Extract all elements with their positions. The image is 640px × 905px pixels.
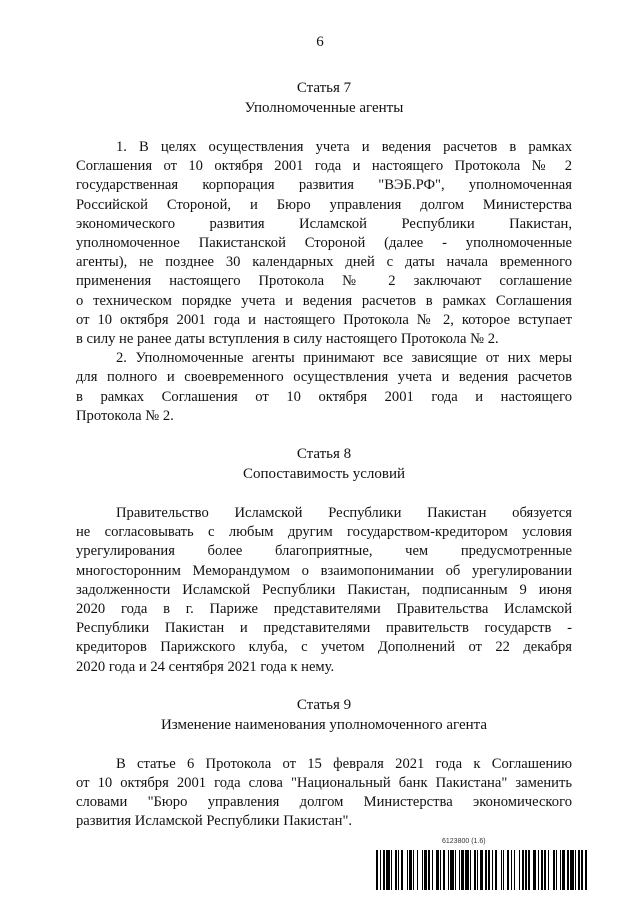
article-body <box>76 504 572 677</box>
article-8 <box>76 444 572 677</box>
page-number: 6 <box>316 34 324 50</box>
text-line: для полного и своевременного осуществления учета и ведения расчетов <box>76 369 572 386</box>
article-title: Сопоставимость условий <box>242 466 406 483</box>
text-line: от 10 октября 2001 года и настоящего Протокола № 2, которое вступает <box>76 311 572 328</box>
text-line: многосторонним Меморандумом о взаимопонимании об урегулировании <box>76 562 572 579</box>
paragraph <box>76 755 572 832</box>
article-title: Уполномоченные агенты <box>244 100 404 116</box>
text-line: экономического развития Исламской Республики Пакистан, <box>76 215 572 232</box>
article-body <box>76 755 572 832</box>
text-line: в рамках Соглашения от 10 октября 2001 года и настоящего <box>76 388 572 405</box>
article-7 <box>76 78 572 426</box>
text-line: Правительство Исламской Республики Пакистан обязуется <box>116 505 572 522</box>
text-line: 2. Уполномоченные агенты принимают все зависящие от них меры <box>116 350 572 367</box>
text-line: Российской Стороной, и Бюро управления долгом Министерства <box>76 196 572 213</box>
article-heading <box>76 695 572 735</box>
text-line: словами "Бюро управления долгом Министерства экономического <box>76 794 572 811</box>
text-line: 1. В целях осуществления учета и ведения расчетов в рамках <box>116 139 572 155</box>
text-line: кредиторов Парижского клуба, с учетом Дополнений от 22 декабря <box>76 639 572 656</box>
document-body <box>76 78 572 832</box>
barcode-caption: 6123800 (1.6) <box>442 838 486 845</box>
text-line: Республики Пакистан и представителями правительств государств - <box>76 620 572 637</box>
paragraph <box>76 349 572 426</box>
text-line: развития Исламской Республики Пакистан". <box>76 813 353 830</box>
article-9 <box>76 695 572 832</box>
article-number: Статья 8 <box>296 446 352 463</box>
article-heading <box>76 444 572 484</box>
text-line: 2020 года в г. Париже представителями Правительства Исламской <box>76 601 572 618</box>
text-line: уполномоченное Пакистанской Стороной (далее - уполномоченные <box>76 235 572 252</box>
text-line: не согласовывать с любым другим государством-кредитором условия <box>76 524 572 541</box>
barcode-image <box>376 850 590 890</box>
text-line: применения настоящего Протокола № 2 заключают соглашение <box>76 273 572 290</box>
text-line: в силу не ранее даты вступления в силу настоящего Протокола № 2. <box>76 331 499 348</box>
text-line: о техническом порядке учета и ведения расчетов в рамках Соглашения <box>76 292 572 309</box>
text-line: В статье 6 Протокола от 15 февраля 2021 года к Соглашению <box>116 755 572 772</box>
article-number: Статья 7 <box>296 80 352 96</box>
article-body <box>76 138 572 426</box>
text-line: агенты), не позднее 30 календарных дней с даты начала временного <box>76 254 572 271</box>
text-line: от 10 октября 2001 года слова "Национальный банк Пакистана" заменить <box>76 775 572 792</box>
text-line: Протокола № 2. <box>76 407 174 424</box>
text-line: задолженности Исламской Республики Пакистан, подписанным 9 июня <box>76 581 572 598</box>
text-line: Соглашения от 10 октября 2001 года и настоящего Протокола № 2 <box>76 158 572 175</box>
text-line: урегулирования более благоприятные, чем предусмотренные <box>76 543 572 560</box>
paragraph <box>76 504 572 677</box>
paragraph <box>76 138 572 349</box>
text-line: 2020 года и 24 сентября 2021 года к нему. <box>76 658 335 675</box>
text-line: государственная корпорация развития "ВЭБ.РФ", уполномоченная <box>76 177 572 194</box>
article-title: Изменение наименования уполномоченного агента <box>160 716 488 733</box>
article-number: Статья 9 <box>296 696 352 713</box>
article-heading <box>76 78 572 118</box>
